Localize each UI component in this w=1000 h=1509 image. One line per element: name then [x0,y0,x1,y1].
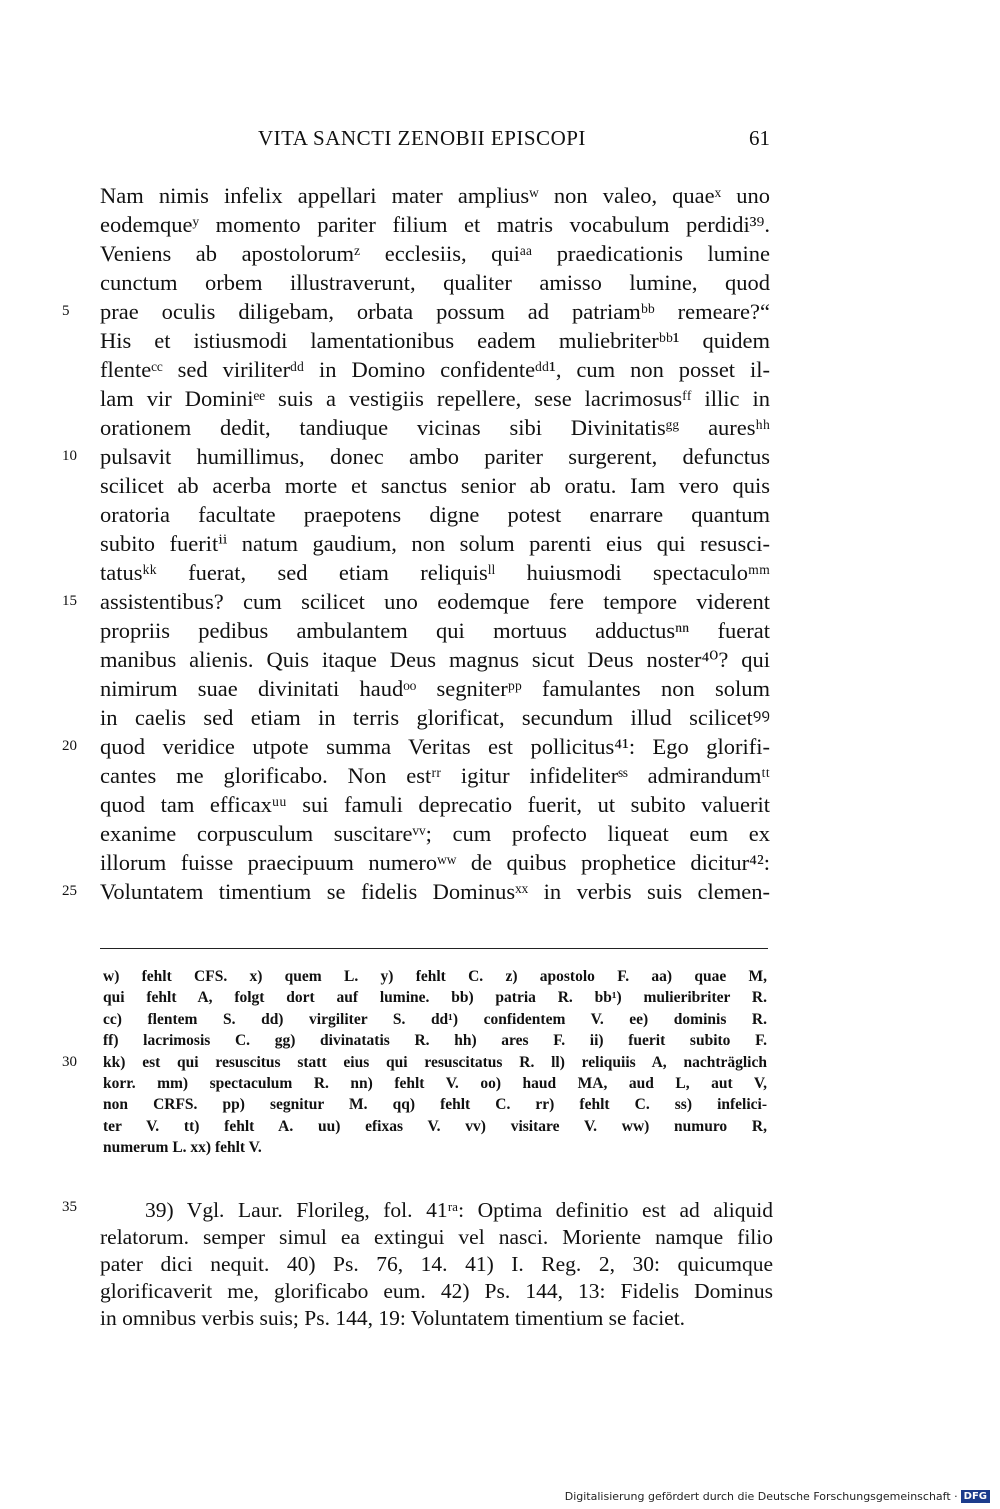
text-line: quod veridice utpote summa Veritas est pollicitus⁴¹: Ego glorifi- [100,734,770,759]
text-line: manibus alienis. Quis itaque Deus magnus sicut Deus noster⁴⁰? qui [100,647,770,672]
apparatus-line: qui fehlt A, folgt dort auf lumine. bb) patria R. bb¹) mulieribriter R. [103,989,767,1007]
line-number: 10 [62,448,77,464]
dfg-logo: DFG [961,1490,990,1503]
text-line: quod tam efficaxᵘᵘ sui famuli deprecatio fuerit, ut subito valuerit [100,792,770,817]
apparatus-line: non CRFS. pp) segnitur M. qq) fehlt C. rr) fehlt C. ss) infelici- [103,1096,767,1114]
line-number: 20 [62,738,77,754]
apparatus-line: korr. mm) spectaculum R. nn) fehlt V. oo) haud MA, aud L, aut V, [103,1075,767,1092]
reference-line: in omnibus verbis suis; Ps. 144, 19: Voluntatem timentium se faciet. [100,1306,686,1330]
line-number: 30 [62,1054,77,1070]
text-line: His et istiusmodi lamentationibus eadem muliebriterᵇᵇ¹ quidem [100,328,770,353]
line-number: 15 [62,593,77,609]
text-line: prae oculis diligebam, orbata possum ad patriamᵇᵇ remeare?“ [100,299,770,324]
text-line: scilicet ab acerba morte et sanctus senior ab oratu. Iam vero quis [100,473,770,498]
text-line: cunctum orbem illustraverunt, qualiter amisso lumine, quod [100,270,770,295]
line-number: 35 [62,1199,77,1215]
digitization-notice [565,1490,990,1504]
text-line: orationem dedit, tandiuque vicinas sibi Divinitatisᵍᵍ auresʰʰ [100,415,770,440]
line-number: 5 [62,303,70,319]
reference-line: 39) Vgl. Laur. Florileg, fol. 41ʳᵃ: Optima definitio est ad aliquid [145,1198,773,1222]
text-line: Nam nimis infelix appellari mater ampliusʷ non valeo, quaeˣ uno [100,183,770,208]
running-head [100,126,770,156]
text-line: tatusᵏᵏ fuerat, sed etiam reliquisˡˡ huiusmodi spectaculoᵐᵐ [100,560,770,585]
apparatus-line: ff) lacrimosis C. gg) divinatatis R. hh) ares F. ii) fuerit subito F. [103,1032,767,1050]
text-line: exanime corpusculum suscitareᵛᵛ; cum profecto liqueat eum ex [100,821,770,846]
text-line: in caelis sed etiam in terris glorificat, secundum illud scilicetꝰꝰ [100,705,770,730]
text-line: subito fueritⁱⁱ natum gaudium, non solum parenti eius qui resusci- [100,531,770,556]
apparatus-line: w) fehlt CFS. x) quem L. y) fehlt C. z) apostolo F. aa) quae M, [103,968,767,985]
reference-line: pater dici nequit. 40) Ps. 76, 14. 41) I. Reg. 2, 30: quicumque [100,1252,773,1276]
text-line: nimirum suae divinitati haudᵒᵒ segniterᵖᵖ famulantes non solum [100,676,770,701]
running-title: VITA SANCTI ZENOBII EPISCOPI [258,126,586,150]
page-number: 61 [749,126,770,150]
line-number: 25 [62,883,77,899]
text-line: lam vir Dominiᵉᵉ suis a vestigiis repellere, sese lacrimosusᶠᶠ illic in [100,386,770,411]
apparatus-line: numerum L. xx) fehlt V. [103,1139,262,1157]
text-line: flenteᶜᶜ sed viriliterᵈᵈ in Domino confidenteᵈᵈ¹, cum non posset il- [100,357,770,382]
reference-line: glorificaverit me, glorificabo eum. 42) Ps. 144, 13: Fidelis Dominus [100,1279,773,1303]
text-line: oratoria facultate praepotens digne potest enarrare quantum [100,502,770,527]
apparatus-line: cc) flentem S. dd) virgiliter S. dd¹) confidentem V. ee) dominis R. [103,1010,767,1028]
text-line: illorum fuisse praecipuum numeroʷʷ de quibus prophetice dicitur⁴²: [100,850,770,875]
dfg-notice-text: Digitalisierung gefördert durch die Deutsche Forschungsgemeinschaft · [564,1489,958,1503]
apparatus-line: kk) est qui resuscitus statt eius qui resuscitatus R. ll) reliquiis A, nachträglich [103,1053,767,1071]
text-line: Voluntatem timentium se fidelis Dominusˣˣ in verbis suis clemen- [100,879,770,904]
text-line: pulsavit humillimus, donec ambo pariter surgerent, defunctus [100,444,770,469]
apparatus-line: ter V. tt) fehlt A. uu) efixas V. vv) visitare V. ww) numuro R, [103,1117,767,1135]
text-line: eodemqueʸ momento pariter filium et matris vocabulum perdidi³⁹. [100,212,770,237]
text-line: cantes me glorificabo. Non estʳʳ igitur infideliterˢˢ admirandumᵗᵗ [100,763,770,788]
text-line: propriis pedibus ambulantem qui mortuus adductusⁿⁿ fuerat [100,618,770,643]
text-line: assistentibus? cum scilicet uno eodemque fere tempore viderent [100,589,770,614]
text-line: Veniens ab apostolorumᶻ ecclesiis, quiᵃᵃ praedicationis lumine [100,241,770,266]
reference-line: relatorum. semper simul ea extingui vel nasci. Moriente namque filio [100,1225,773,1249]
footnote-rule [100,948,768,949]
